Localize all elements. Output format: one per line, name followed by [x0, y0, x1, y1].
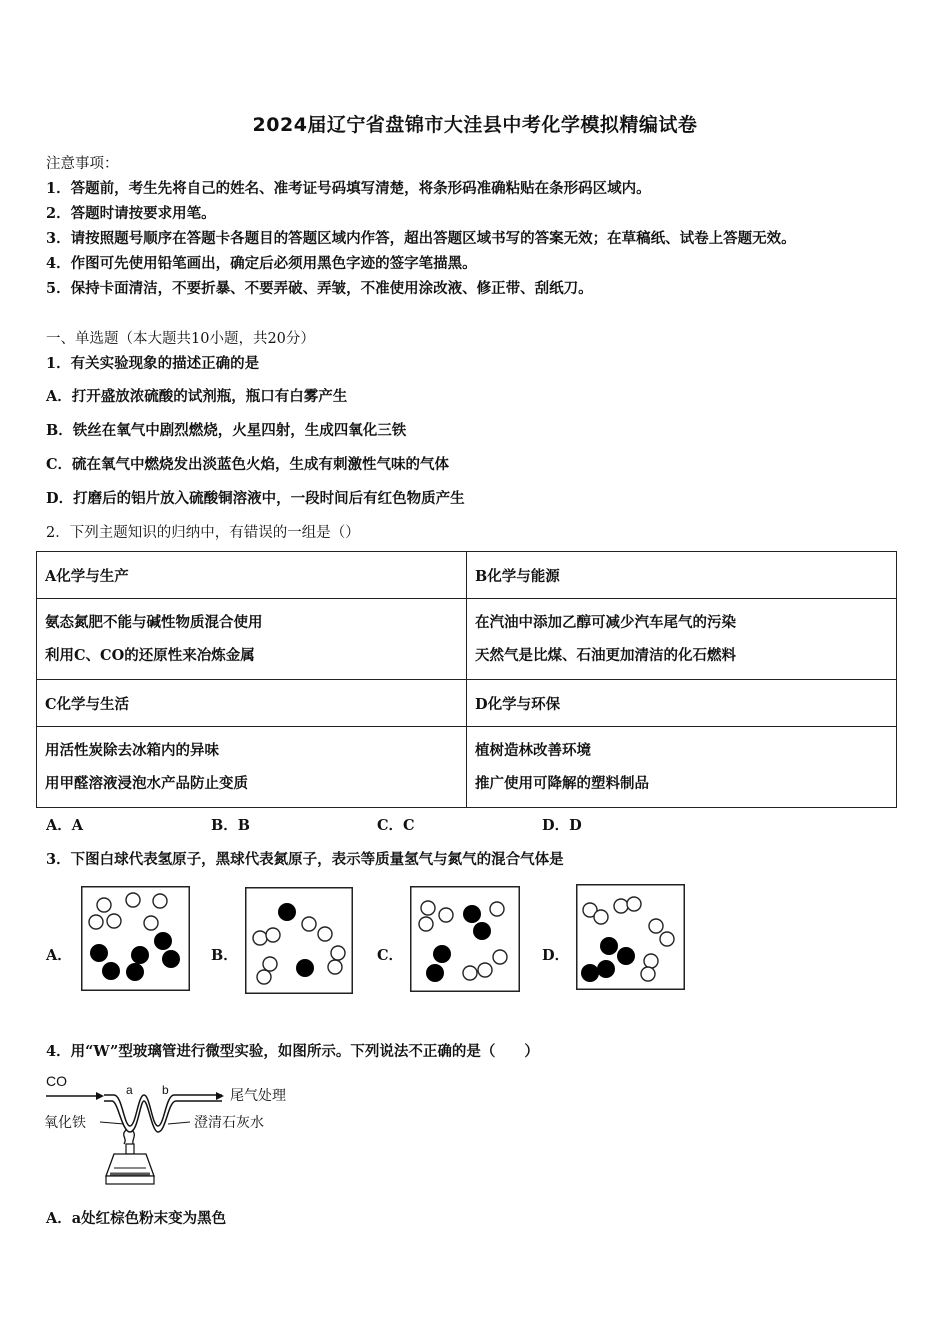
table-cell-d-head: D化学与环保 — [467, 680, 897, 727]
table-line: 用活性炭除去冰箱内的异味 — [45, 742, 219, 759]
table-line: 用甲醛溶液浸泡水产品防止变质 — [45, 775, 248, 792]
table-cell-c-body — [37, 727, 467, 808]
table-line: 推广使用可降解的塑料制品 — [475, 775, 649, 792]
label-co: CO — [46, 1073, 67, 1089]
question-1-stem: 1．有关实验现象的描述正确的是 — [46, 355, 260, 372]
notice-item: 5．保持卡面清洁，不要折暴、不要弄破、弄皱，不准使用涂改液、修正带、刮纸刀。 — [46, 280, 593, 297]
label-limewater: 澄清石灰水 — [194, 1114, 264, 1130]
question-1-option-b: B．铁丝在氧气中剧烈燃烧，火星四射，生成四氧化三铁 — [46, 422, 407, 439]
notice-item: 1．答题前，考生先将自己的姓名、准考证号码填写清楚，将条形码准确粘贴在条形码区域内。 — [46, 180, 651, 197]
question-1-option-a: A．打开盛放浓硫酸的试剂瓶，瓶口有白雾产生 — [46, 388, 348, 405]
molecule-diagram-d — [576, 884, 685, 990]
table-cell-c-head: C化学与生活 — [37, 680, 467, 727]
notice-item: 3．请按照题号顺序在答题卡各题目的答题区域内作答，超出答题区域书写的答案无效；在草稿纸、试卷上答题无效。 — [46, 230, 796, 247]
table-line: 植树造林改善环境 — [475, 742, 591, 759]
table-line: 在汽油中添加乙醇可减少汽车尾气的污染 — [475, 614, 736, 631]
table-cell-d-body — [467, 727, 897, 808]
label-b: b — [162, 1083, 169, 1097]
question-2-option-b: B．B — [211, 817, 251, 834]
table-line: 氨态氮肥不能与碱性物质混合使用 — [45, 614, 263, 631]
page-title: 2024届辽宁省盘锦市大洼县中考化学模拟精编试卷 — [252, 114, 698, 136]
molecule-diagram-b — [245, 887, 353, 994]
question-3-stem: 3．下图白球代表氢原子，黑球代表氮原子，表示等质量氢气与氮气的混合气体是 — [46, 851, 564, 868]
question-4-option-a: A．a处红棕色粉末变为黑色 — [46, 1210, 227, 1227]
notice-item: 4．作图可先使用铅笔画出，确定后必须用黑色字迹的签字笔描黑。 — [46, 255, 477, 272]
notice-item: 2．答题时请按要求用笔。 — [46, 205, 216, 222]
question-2-option-a: A．A — [46, 817, 84, 834]
w-tube-apparatus-diagram — [44, 1068, 344, 1196]
molecule-option-c-label: C． — [377, 947, 404, 964]
question-1-option-d: D．打磨后的铝片放入硫酸铜溶液中，一段时间后有红色物质产生 — [46, 490, 465, 507]
label-exhaust: 尾气处理 — [230, 1087, 286, 1103]
table-cell-b-head: B化学与能源 — [467, 552, 897, 599]
molecule-option-a-label: A． — [46, 947, 72, 964]
knowledge-table — [36, 551, 897, 808]
molecule-option-d-label: D． — [542, 947, 570, 964]
table-cell-a-head: A化学与生产 — [37, 552, 467, 599]
table-line: 利用C、CO的还原性来冶炼金属 — [45, 647, 255, 664]
notice-heading: 注意事项： — [46, 156, 119, 172]
table-cell-a-body — [37, 599, 467, 680]
question-2-option-d: D．D — [542, 817, 582, 834]
question-1-option-c: C．硫在氧气中燃烧发出淡蓝色火焰，生成有刺激性气味的气体 — [46, 456, 450, 473]
question-2-stem: 2．下列主题知识的归纳中，有错误的一组是（） — [46, 525, 360, 541]
label-iron-oxide: 氧化铁 — [44, 1114, 86, 1130]
table-line: 天然气是比煤、石油更加清洁的化石燃料 — [475, 647, 736, 664]
molecule-option-b-label: B． — [211, 947, 238, 964]
question-4-stem: 4．用“W”型玻璃管进行微型实验，如图所示。下列说法不正确的是（ ） — [46, 1043, 539, 1060]
section-heading: 一、单选题（本大题共10小题，共20分） — [46, 331, 315, 347]
table-cell-b-body — [467, 599, 897, 680]
question-2-option-c: C．C — [377, 817, 415, 834]
label-a: a — [126, 1083, 133, 1097]
molecule-diagram-a — [81, 886, 190, 991]
molecule-diagram-c — [410, 886, 520, 992]
